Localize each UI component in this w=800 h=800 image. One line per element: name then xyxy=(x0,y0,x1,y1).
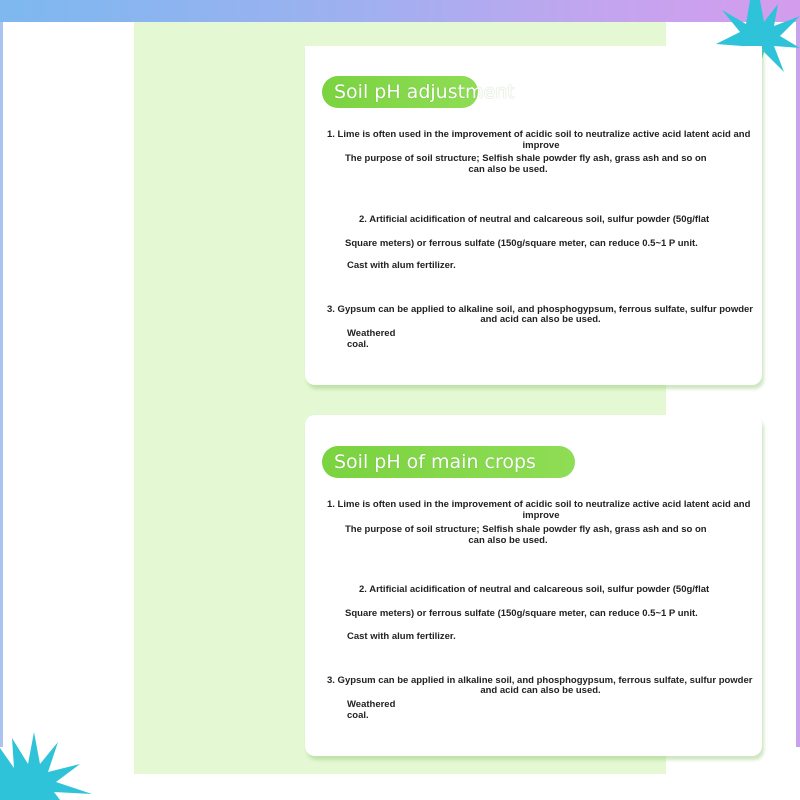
left-border xyxy=(0,22,3,747)
paragraph-2-line-2: Square meters) or ferrous sulfate (150g/square meter, can reduce 0.5~1 P unit. xyxy=(345,238,698,249)
section-card-main-crops xyxy=(305,415,762,756)
paragraph-2-line-2: Square meters) or ferrous sulfate (150g/square meter, can reduce 0.5~1 P unit. xyxy=(345,608,698,619)
paragraph-1-line-3: The purpose of soil structure; Selfish shale powder fly ash, grass ash and so on xyxy=(345,524,707,535)
paragraph-1-line-2: improve xyxy=(522,140,560,151)
section-card-ph-adjustment xyxy=(305,46,762,385)
paragraph-3-line-4: coal. xyxy=(347,339,369,350)
paragraph-1-line-4: can also be used. xyxy=(468,535,548,546)
paragraph-3-line-2: and acid can also be used. xyxy=(480,685,601,696)
right-border xyxy=(796,22,800,747)
paragraph-2-line-3: Cast with alum fertilizer. xyxy=(347,631,456,642)
paragraph-2-line-1: 2. Artificial acidification of neutral and calcareous soil, sulfur powder (50g/flat xyxy=(359,584,710,595)
paragraph-3-line-1: 3. Gypsum can be applied in alkaline soil, and phosphogypsum, ferrous sulfate, sulfur powder xyxy=(327,675,753,686)
paragraph-3-line-3: Weathered xyxy=(347,699,396,710)
section-title-pill: Soil pH adjustment xyxy=(322,76,478,108)
paragraph-1-line-2: improve xyxy=(522,510,560,521)
paragraph-3-line-2: and acid can also be used. xyxy=(480,314,601,325)
content-panel xyxy=(134,22,753,774)
paragraph-1-line-4: can also be used. xyxy=(468,164,548,175)
paragraph-2-line-1: 2. Artificial acidification of neutral and calcareous soil, sulfur powder (50g/flat xyxy=(359,214,710,225)
paragraph-1-line-3: The purpose of soil structure; Selfish shale powder fly ash, grass ash and so on xyxy=(345,153,707,164)
splat-bottom-left-icon xyxy=(0,728,92,800)
top-gradient-bar xyxy=(0,0,800,22)
paragraph-3-line-1: 3. Gypsum can be applied to alkaline soil, and phosphogypsum, ferrous sulfate, sulfur powder xyxy=(327,304,753,315)
section-title-pill: Soil pH of main crops xyxy=(322,446,575,478)
paragraph-3-line-3: Weathered xyxy=(347,328,396,339)
paragraph-3-line-4: coal. xyxy=(347,710,369,721)
paragraph-1-line-1: 1. Lime is often used in the improvement of acidic soil to neutralize active acid latent acid and xyxy=(327,129,751,140)
paragraph-1-line-1: 1. Lime is often used in the improvement of acidic soil to neutralize active acid latent acid and xyxy=(327,499,751,510)
paragraph-2-line-3: Cast with alum fertilizer. xyxy=(347,260,456,271)
